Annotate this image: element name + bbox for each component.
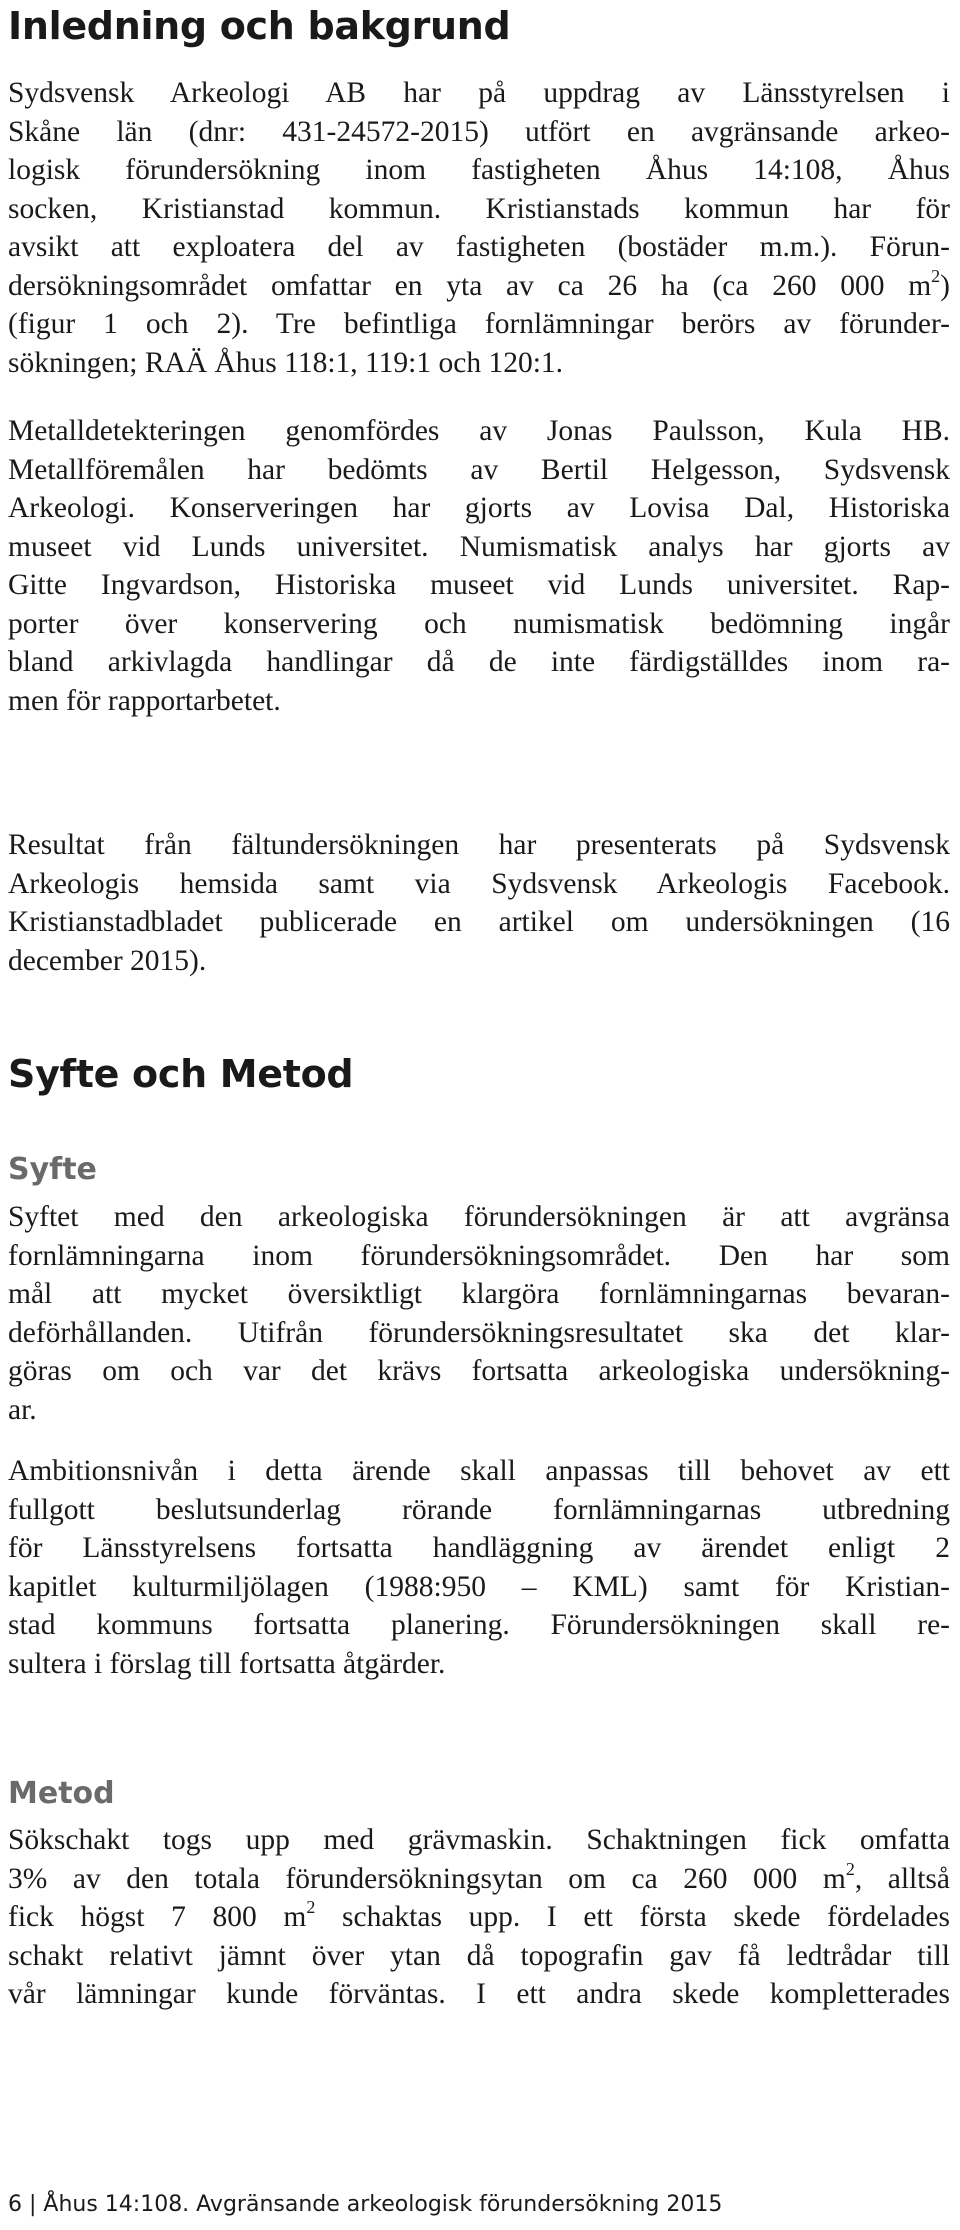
metod-paragraph bbox=[8, 1821, 950, 2014]
text-run: fick högst 7 800 m bbox=[8, 1901, 307, 1933]
intro-paragraph-2 bbox=[8, 412, 950, 720]
text-line: museet vid Lunds universitet. Numismatisk analys har gjorts av bbox=[8, 530, 950, 563]
text-line: schakt relativt jämnt över ytan då topografin gav få ledtrådar till bbox=[8, 1939, 950, 1972]
text-line-with-superscript bbox=[8, 1860, 950, 1899]
text-line: fullgott beslutsunderlag rörande fornlämningarnas utbredning bbox=[8, 1493, 950, 1526]
text-line-with-superscript bbox=[8, 267, 950, 306]
text-line: porter över konservering och numismatisk bedömning ingår bbox=[8, 607, 950, 640]
text-line-with-superscript bbox=[8, 1898, 950, 1937]
text-line: göras om och var det krävs fortsatta arkeologiska undersökning- bbox=[8, 1355, 950, 1387]
text-run: ) bbox=[940, 269, 950, 302]
text-run: schaktas upp. I ett första skede fördelades bbox=[315, 1901, 950, 1933]
text-line: bland arkivlagda handlingar då de inte färdigställdes inom ra- bbox=[8, 646, 950, 678]
text-line: Syftet med den arkeologiska förundersökningen är att avgränsa bbox=[8, 1201, 950, 1233]
text-line: Resultat från fältundersökningen har presenterats på Sydsvensk bbox=[8, 829, 950, 861]
subsection-heading: Metod bbox=[8, 1776, 115, 1811]
text-line: Metalldetekteringen genomfördes av Jonas Paulsson, Kula HB. bbox=[8, 415, 950, 447]
text-line: Gitte Ingvardson, Historiska museet vid Lunds universitet. Rap- bbox=[8, 569, 950, 601]
intro-paragraph-1 bbox=[8, 74, 950, 382]
text-line: Sydsvensk Arkeologi AB har på uppdrag av Länsstyrelsen i bbox=[8, 77, 950, 109]
page-footer: 6 | Åhus 14:108. Avgränsande arkeologisk förundersökning 2015 bbox=[8, 2192, 723, 2217]
text-line: socken, Kristianstad kommun. Kristianstads kommun har för bbox=[8, 192, 950, 225]
text-line: kapitlet kulturmiljölagen (1988:950 – KML) samt för Kristian- bbox=[8, 1570, 950, 1603]
syfte-paragraph-2 bbox=[8, 1452, 950, 1683]
text-line: deförhållanden. Utifrån förundersökningsresultatet ska det klar- bbox=[8, 1316, 950, 1349]
text-line: fornlämningarna inom förundersökningsområdet. Den har som bbox=[8, 1239, 950, 1272]
text-run: 3% av den totala förundersökningsytan om ca 260 000 m bbox=[8, 1862, 846, 1895]
text-line: Sökschakt togs upp med grävmaskin. Schaktningen fick omfatta bbox=[8, 1824, 950, 1856]
text-line: logisk förundersökning inom fastigheten Åhus 14:108, Åhus bbox=[8, 154, 950, 186]
superscript: 2 bbox=[845, 1858, 855, 1879]
text-line: sultera i förslag till fortsatta åtgärder. bbox=[8, 1647, 446, 1680]
text-line: mål att mycket översiktligt klargöra fornlämningarnas bevaran- bbox=[8, 1278, 950, 1310]
text-line: Metallföremålen har bedömts av Bertil Helgesson, Sydsvensk bbox=[8, 453, 950, 486]
text-line: stad kommuns fortsatta planering. Förundersökningen skall re- bbox=[8, 1609, 950, 1641]
text-line: ar. bbox=[8, 1393, 37, 1426]
text-line: (figur 1 och 2). Tre befintliga fornlämningar berörs av förunder- bbox=[8, 308, 950, 340]
syfte-paragraph-1 bbox=[8, 1198, 950, 1429]
text-line: för Länsstyrelsens fortsatta handläggning av ärendet enligt 2 bbox=[8, 1532, 950, 1564]
text-line: Ambitionsnivån i detta ärende skall anpassas till behovet av ett bbox=[8, 1455, 950, 1487]
text-line: december 2015). bbox=[8, 944, 207, 977]
text-line: Skåne län (dnr: 431-24572-2015) utfört en avgränsande arkeo- bbox=[8, 115, 950, 148]
section-heading: Inledning och bakgrund bbox=[8, 4, 511, 48]
text-line: avsikt att exploatera del av fastigheten (bostäder m.m.). Förun- bbox=[8, 231, 950, 263]
text-line: Arkeologis hemsida samt via Sydsvensk Arkeologis Facebook. bbox=[8, 867, 950, 900]
text-line: vår lämningar kunde förväntas. I ett andra skede kompletterades bbox=[8, 1978, 950, 2010]
superscript: 2 bbox=[931, 265, 941, 286]
text-line: Kristianstadbladet publicerade en artikel om undersökningen (16 bbox=[8, 906, 950, 938]
text-run: , alltså bbox=[854, 1862, 950, 1895]
section-heading: Syfte och Metod bbox=[8, 1052, 354, 1096]
text-run: dersökningsområdet omfattar en yta av ca 26 ha (ca 260 000 m bbox=[8, 269, 932, 302]
superscript: 2 bbox=[306, 1897, 316, 1917]
text-line: Arkeologi. Konserveringen har gjorts av Lovisa Dal, Historiska bbox=[8, 492, 950, 524]
text-line: sökningen; RAÄ Åhus 118:1, 119:1 och 120:1. bbox=[8, 346, 564, 379]
subsection-heading: Syfte bbox=[8, 1152, 97, 1187]
text-line: men för rapportarbetet. bbox=[8, 684, 281, 717]
intro-paragraph-3 bbox=[8, 826, 950, 980]
